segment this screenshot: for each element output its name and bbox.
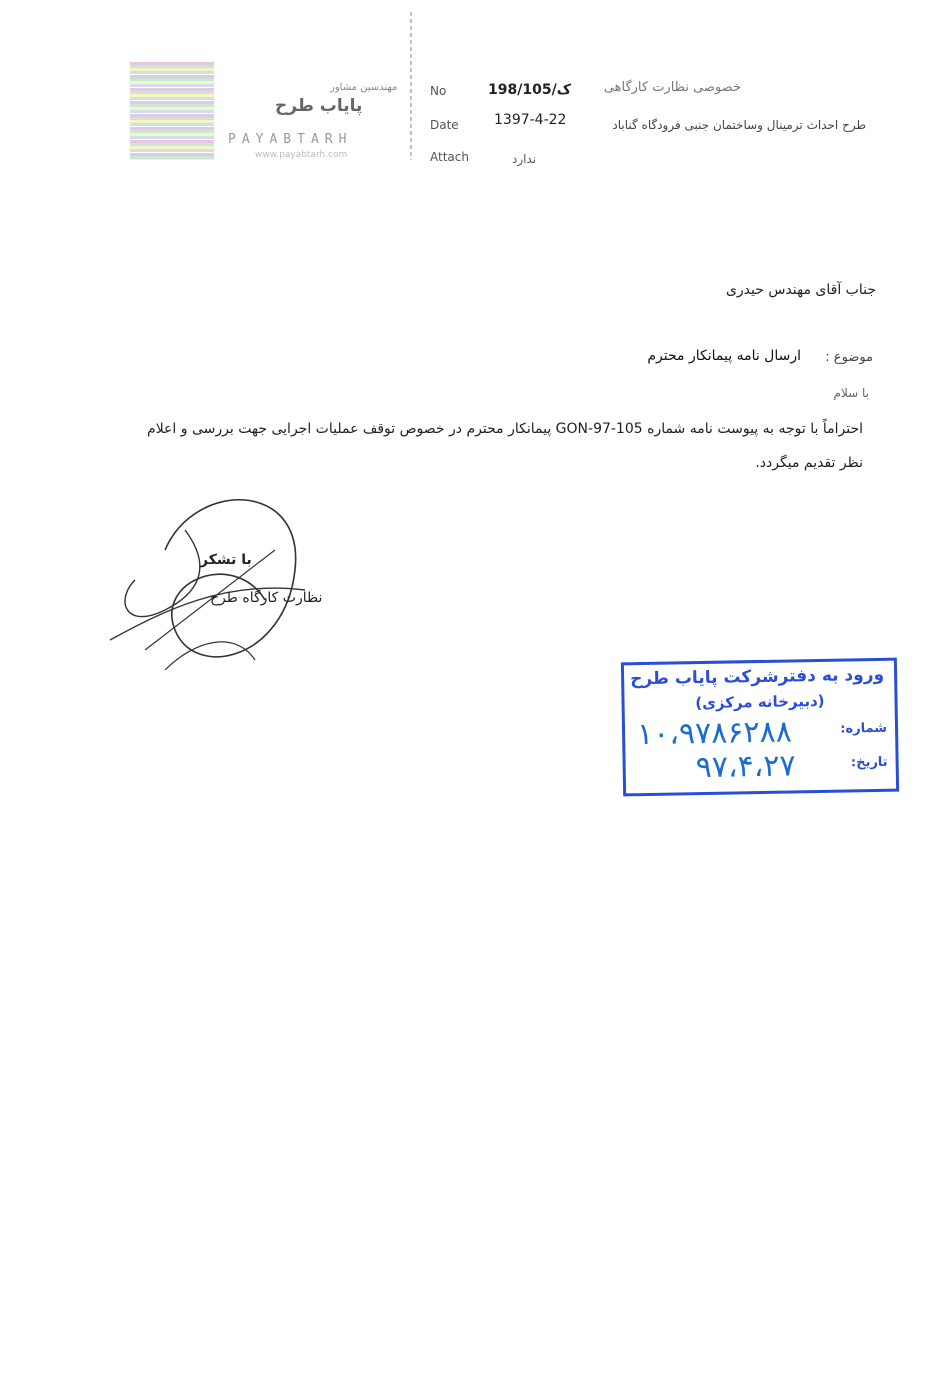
stamp-date-value: ۹۷،۴،۲۷ <box>695 748 796 786</box>
letter-body <box>103 412 863 480</box>
project-title: طرح احداث ترمینال وساختمان جنبی فرودگاه گناباد <box>612 118 866 132</box>
body-line-1: احتراماً با توجه به پیوست نامه شماره GON-97-105 پیمانکار محترم در خصوص توقف عملیات اجرایی جهت بررسی و اعلام <box>147 421 863 437</box>
body-line-2: نظر تقدیم میگردد. <box>755 455 863 471</box>
stamp-title: ورود به دفترشرکت پایاب طرح <box>629 664 885 690</box>
subject-value: ارسال نامه پیمانکار محترم <box>647 348 801 364</box>
stamp-number-value: ۱۰،۹۷۸۶۲۸۸ <box>636 714 793 753</box>
logo-name: پایاب طرح <box>275 96 363 116</box>
no-label: No <box>430 84 447 98</box>
stamp-subtitle: (دبیرخانه مرکزی) <box>695 691 825 713</box>
header-divider <box>410 12 412 160</box>
org-title: خصوصی نظارت کارگاهی <box>603 80 741 95</box>
letter-number: 198/ک/105 <box>488 82 572 98</box>
letter-date: 1397-4-22 <box>494 112 567 128</box>
registration-stamp <box>621 658 899 797</box>
greeting: با سلام <box>833 386 869 400</box>
logo-url: www.payabtarh.com <box>255 150 348 160</box>
stamp-date-label: تاریخ: <box>850 754 888 771</box>
stamp-number-label: شماره: <box>840 720 888 737</box>
logo-mark <box>130 62 214 160</box>
signoff: نظارت کارگاه طرح <box>210 590 323 606</box>
date-label: Date <box>430 118 459 132</box>
logo-latin-name: PAYABTARH <box>228 132 353 147</box>
company-logo <box>130 62 220 162</box>
closing-thanks: با تشکر <box>200 552 252 568</box>
subject-label: موضوع : <box>825 350 873 365</box>
logo-subtitle: مهندسین مشاور <box>330 82 398 93</box>
attach-label: Attach <box>430 150 469 164</box>
attach-value: ندارد <box>512 152 537 166</box>
recipient: جناب آقای مهندس حیدری <box>725 282 876 298</box>
